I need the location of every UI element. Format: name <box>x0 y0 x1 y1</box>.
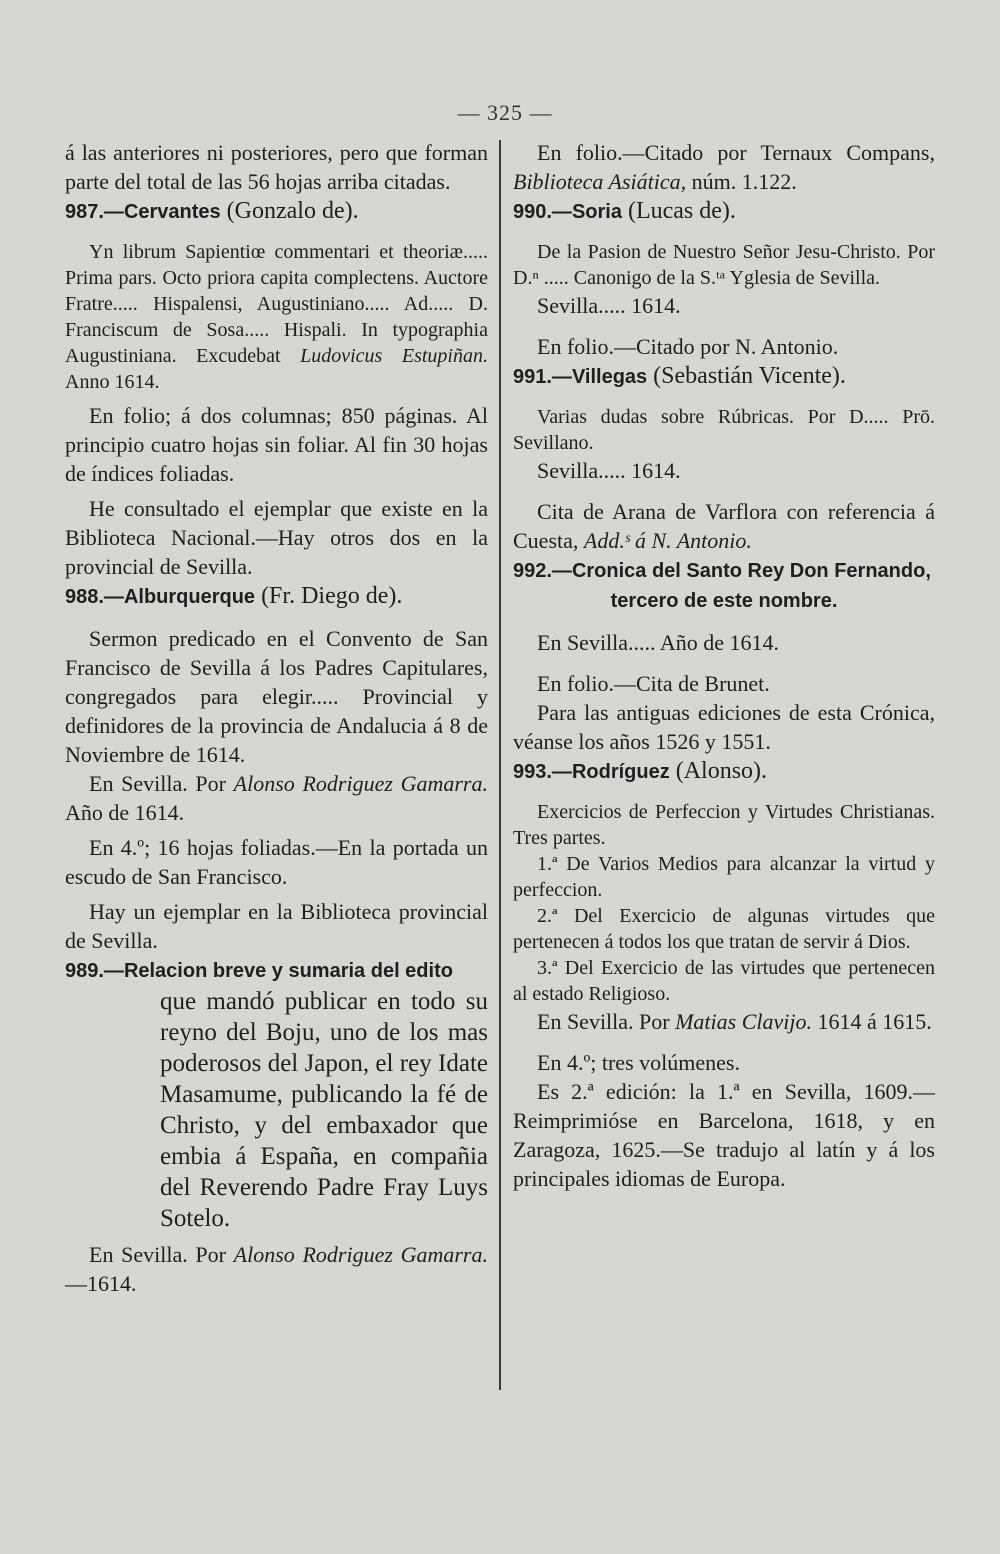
page-number: — 325 — <box>457 100 553 125</box>
entry-heading <box>65 196 488 227</box>
entry-imprint <box>65 1240 488 1298</box>
cited-work: Add.ˢ á N. Antonio. <box>583 528 752 553</box>
part-item: 3.ª Del Exercicio de las virtudes que pertenecen al estado Religioso. <box>513 957 935 1005</box>
entry-heading <box>513 555 935 586</box>
entry-title-continued: que mandó publicar en todo su reyno del Boju, uno de los mas poderosos del Japon, el rey Idate Masamume, publicando la fé de Christo, y del embaxador que embia á España, en compañia del Reverendo Padre Fray Luys Sotelo. <box>160 988 488 1232</box>
intro-text: En folio.—Citado por Ternaux Compans, <box>537 140 935 165</box>
author-name: Cervantes <box>123 201 221 223</box>
entry-note: En 4.º; tres volúmenes. <box>537 1050 740 1075</box>
printer-name: Matias Clavijo. <box>675 1009 812 1034</box>
entry-number: 990.— <box>513 201 572 223</box>
printer-name: Alonso Rodriguez Gamarra. <box>233 1242 488 1267</box>
entry-title-continued: tercero de este nombre. <box>610 590 838 612</box>
entry-description: De la Pasion de Nuestro Señor Jesu-Christo. Por D.ⁿ ..... Canonigo de la S.ᵗᵃ Yglesia de Sevilla. <box>513 241 935 289</box>
printer-name: Ludovicus Estupiñan. <box>300 345 488 367</box>
imprint-year: Año de 1614. <box>65 800 185 825</box>
author-rest: (Alonso). <box>669 758 768 784</box>
entry-note: En folio; á dos columnas; 850 páginas. Al principio cuatro hojas sin foliar. Al fin 30 hojas de índices foliadas. <box>65 403 488 486</box>
imprint-year: Anno 1614. <box>65 371 160 393</box>
author-rest: (Fr. Diego de). <box>255 583 403 609</box>
imprint-text: En Sevilla. Por <box>89 771 234 796</box>
entry-note: En 4.º; 16 hojas foliadas.—En la portada un escudo de San Francisco. <box>65 835 488 889</box>
printer-name: Alonso Rodriguez Gamarra. <box>233 771 488 796</box>
entry-heading <box>513 196 935 227</box>
entry-title: Cronica del Santo Rey Don Fernando, <box>571 560 931 582</box>
entry-993 <box>513 756 935 1193</box>
author-rest: (Sebastián Vicente). <box>647 363 846 389</box>
part-item: 2.ª Del Exercicio de algunas virtudes que pertenecen á todos los que tratan de servir á Dios. <box>513 905 935 953</box>
author-name: Soria <box>571 201 622 223</box>
entry-number: 992.— <box>513 560 572 582</box>
left-column <box>65 138 488 1298</box>
entry-number: 987.— <box>65 201 124 223</box>
entry-note: Es 2.ª edición: la 1.ª en Sevilla, 1609.—Reimprimióse en Barcelona, 1618, y en Zaragoza, 1625.—Se tradujo al latín y á los principales idiomas de Europa. <box>513 1079 935 1191</box>
entry-description: Sermon predicado en el Convento de San Francisco de Sevilla á los Padres Capitulares, congregados para elegir..... Provincial y definidores de la provincia de Andalucia á 8 de Noviembre de 1614. <box>65 626 488 767</box>
part-item: 1.ª De Varios Medios para alcanzar la virtud y perfeccion. <box>513 853 935 901</box>
entry-heading <box>65 955 488 986</box>
author-rest: (Lucas de). <box>621 198 736 224</box>
entry-note: En folio.—Citado por N. Antonio. <box>537 334 839 359</box>
entry-heading <box>513 361 935 392</box>
entry-imprint: Sevilla..... 1614. <box>537 293 681 318</box>
note-text: Cita de Arana de Varflora con referencia á Cuesta, <box>513 499 935 553</box>
entry-description: Varias dudas sobre Rúbricas. Por D..... Prō. Sevillano. <box>513 406 935 454</box>
continued-text <box>513 138 935 196</box>
imprint-year: 1614 á 1615. <box>812 1009 932 1034</box>
right-column <box>513 138 935 1193</box>
author-rest: (Gonzalo de). <box>220 198 359 224</box>
entry-note: He consultado el ejemplar que existe en la Biblioteca Nacional.—Hay otros dos en la provincial de Sevilla. <box>65 496 488 579</box>
continued-text: á las anteriores ni posteriores, pero que forman parte del total de las 56 hojas arriba citadas. <box>65 140 488 194</box>
intro-number: núm. 1.122. <box>686 169 797 194</box>
entry-description <box>65 239 488 395</box>
entry-title: Relacion breve y sumaria del edito <box>123 960 453 982</box>
entry-heading <box>65 581 488 612</box>
entry-991 <box>513 361 935 555</box>
entry-number: 993.— <box>513 761 572 783</box>
imprint-text: En Sevilla. Por <box>537 1009 676 1034</box>
cited-work: Biblioteca Asiática, <box>513 169 687 194</box>
entry-number: 988.— <box>65 586 124 608</box>
imprint-text: Hispali. In typographia Augustiniana. Excudebat <box>65 319 488 367</box>
imprint-year: —1614. <box>65 1271 137 1296</box>
entry-989 <box>65 955 488 1298</box>
entry-imprint <box>513 1007 935 1036</box>
author-name: Villegas <box>571 366 648 388</box>
entry-990 <box>513 196 935 361</box>
description-text: Yn librum Sapientiœ commentari et theoriæ..... Prima pars. Octo priora capita complectens. Auctore Fratre..... Hispalensi, Augustiniano..... Ad..... D. Franciscum de Sosa..... <box>65 241 488 341</box>
entry-988 <box>65 581 488 955</box>
author-name: Alburquerque <box>123 586 256 608</box>
entry-note: Hay un ejemplar en la Biblioteca provincial de Sevilla. <box>65 899 488 953</box>
entry-imprint: En Sevilla..... Año de 1614. <box>537 630 779 655</box>
entry-992 <box>513 555 935 756</box>
entry-note: En folio.—Cita de Brunet. <box>537 671 770 696</box>
author-name: Rodríguez <box>571 761 670 783</box>
entry-note <box>513 497 935 555</box>
entry-description: Exercicios de Perfeccion y Virtudes Christianas. Tres partes. <box>513 801 935 849</box>
entry-imprint: Sevilla..... 1614. <box>537 458 681 483</box>
entry-imprint <box>65 769 488 827</box>
entry-number: 989.— <box>65 960 124 982</box>
column-divider <box>499 140 501 1390</box>
imprint-text: En Sevilla. Por <box>89 1242 234 1267</box>
entry-heading <box>513 756 935 787</box>
entry-987 <box>65 196 488 581</box>
entry-number: 991.— <box>513 366 572 388</box>
entry-note: Para las antiguas ediciones de esta Crónica, véanse los años 1526 y 1551. <box>513 700 935 754</box>
